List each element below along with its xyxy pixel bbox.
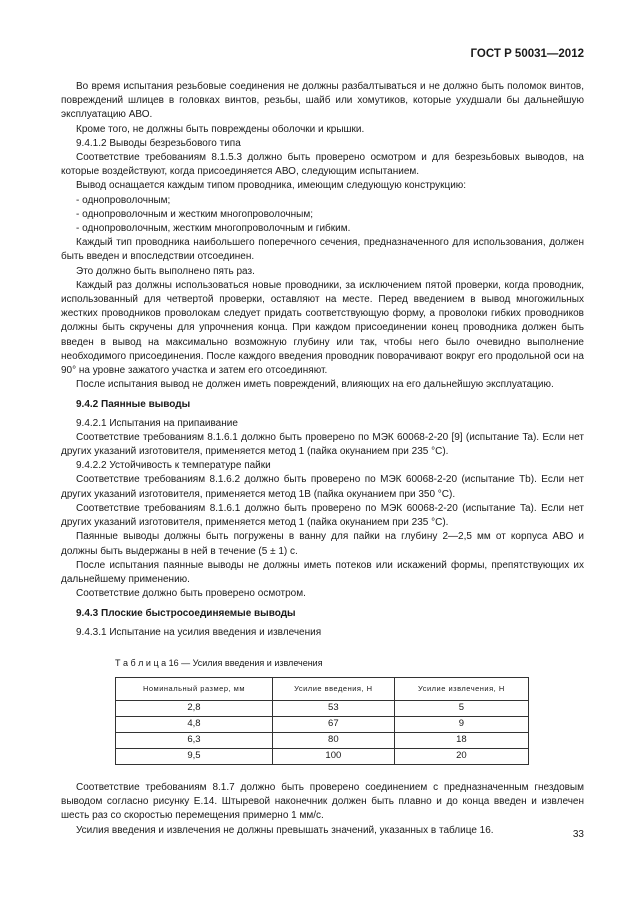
list-item: - однопроволочным, жестким многопроволочным и гибким. (76, 223, 351, 235)
list-item: - однопроволочным; (76, 194, 171, 206)
document-header: ГОСТ Р 50031—2012 (470, 48, 584, 60)
clause-title: 9.4.2.1 Испытания на припаивание (76, 417, 238, 429)
table-cell: 6,3 (116, 732, 273, 748)
paragraph: Вывод оснащается каждым типом проводника, имеющим следующую конструкцию: (76, 180, 467, 192)
table-row (116, 748, 529, 764)
paragraph: Усилия введения и извлечения не должны превышать значений, указанных в таблице 16. (76, 824, 494, 836)
table-caption: Т а б л и ц а 16 — Усилия введения и извлечения (115, 657, 323, 668)
paragraph: Соответствие требованиям 8.1.7 должно быть проверено соединением с предназначенным гнездовым выводом согласно рисунку E.14. Штыревой наконечник должен быть плавно и до конца введен и извлечен шесть раз со скоростью перемещения примерно 1 мм/с. (61, 781, 584, 822)
section-heading: 9.4.2 Паянные выводы (76, 399, 191, 411)
table-row (116, 716, 529, 732)
paragraph: После испытания вывод не должен иметь повреждений, влияющих на его дальнейшую эксплуатацию. (76, 379, 554, 391)
table-cell: 20 (394, 748, 528, 764)
paragraph: Соответствие требованиям 8.1.6.2 должно быть проверено по МЭК 60068-2-20 (испытание Tb). Если нет других указаний изготовителя, применяется метод 1B (пайка окунанием при 350 °C). (61, 474, 584, 500)
paragraph: Каждый тип проводника наибольшего поперечного сечения, предназначенного для использования, должен быть введен и впоследствии отсоединен. (61, 237, 584, 263)
table-cell: 53 (272, 700, 394, 716)
section-heading: 9.4.3 Плоские быстросоединяемые выводы (76, 608, 296, 620)
table-cell: 5 (394, 700, 528, 716)
table-cell: 4,8 (116, 716, 273, 732)
table-cell: 9 (394, 716, 528, 732)
paragraph: Это должно быть выполнено пять раз. (76, 265, 255, 277)
table-header-row (116, 677, 529, 700)
body-text (61, 80, 584, 838)
table-cell: 80 (272, 732, 394, 748)
table-header-cell: Усилие извлечения, Н (394, 677, 528, 700)
clause-title: 9.4.2.2 Устойчивость к температуре пайки (76, 460, 271, 472)
clause-title: 9.4.1.2 Выводы безрезьбового типа (76, 137, 241, 149)
paragraph: Соответствие требованиям 8.1.6.1 должно быть проверено по МЭК 60068-2-20 (испытание Ta). Если нет других указаний изготовителя, применяется метод 1 (пайка окунанием при 235 °C). (61, 502, 584, 529)
paragraph: Соответствие должно быть проверено осмотром. (76, 588, 306, 600)
table-cell: 100 (272, 748, 394, 764)
forces-table (115, 677, 529, 765)
paragraph: После испытания паянные выводы не должны иметь потеков или искажений формы, препятствующих их дальнейшему применению. (61, 559, 584, 585)
table-cell: 18 (394, 732, 528, 748)
table-cell: 67 (272, 716, 394, 732)
paragraph: Кроме того, не должны быть повреждены оболочки и крышки. (76, 123, 365, 135)
paragraph: Каждый раз должны использоваться новые проводники, за исключением пятой проверки, когда проводник, использованный для четвертой проверки, оставляют на месте. Перед введением в вывод многожильных жестких проводников проволокам следует придать соответствующую форму, а проволоки гибких проводников должны быть скручены для упрочнения конца. При каждом присоединении конец проводника должен быть введен в вывод на максимально возможную глубину или так, чтобы него было очевидно выполнение необходимого присоединения. После каждого введения проводник поворачивают вокруг его продольной оси на 90° на уровне зажатого участка и затем его отсоединяют. (61, 279, 584, 377)
paragraph: Во время испытания резьбовые соединения не должны разбалтываться и не должно быть поломок винтов, повреждений шлицев в головках винтов, резьбы, шайб или хомутиков, которые ухудшали бы дальнейшую эксплуатацию АВО. (61, 81, 584, 121)
paragraph: Соответствие требованиям 8.1.5.3 должно быть проверено осмотром и для безрезьбовых выводов, на которые воздействуют, когда присоединяется АВО, следующим испытанием. (61, 152, 584, 178)
table-cell: 9,5 (116, 748, 273, 764)
list-item: - однопроволочным и жестким многопроволочным; (76, 208, 314, 220)
paragraph: Паянные выводы должны быть погружены в ванну для пайки на глубину 2—2,5 мм от корпуса АВО и должны быть выдержаны в ней в течение (5 ± 1) с. (61, 531, 584, 557)
page-number: 33 (572, 829, 584, 840)
table-cell: 2,8 (116, 700, 273, 716)
table-row (116, 700, 529, 716)
paragraph: Соответствие требованиям 8.1.6.1 должно быть проверено по МЭК 60068-2-20 [9] (испытание Ta). Если нет других указаний изготовителя, применяется метод 1 (пайка окунанием при 235 °C). (61, 431, 584, 458)
table-row (116, 732, 529, 748)
clause-title: 9.4.3.1 Испытание на усилия введения и извлечения (76, 626, 322, 638)
table-header-cell: Номинальный размер, мм (116, 677, 273, 700)
table-header-cell: Усилие введения, Н (272, 677, 394, 700)
